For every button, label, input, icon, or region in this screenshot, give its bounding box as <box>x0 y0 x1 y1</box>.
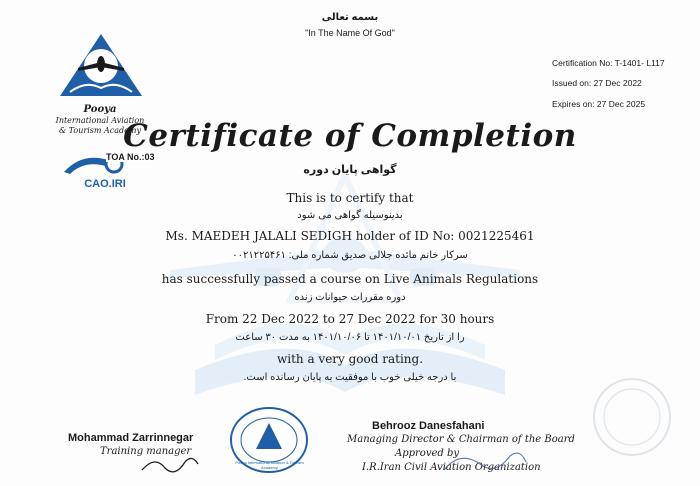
academy-name-line3: & Tourism Academy <box>59 126 141 135</box>
certification-number: Certification No: T-1401- L117 <box>552 58 665 68</box>
watermark-seal <box>582 372 682 462</box>
rating-line-fa: با درجه خیلی خوب با موفقیت به پایان رسانده است. <box>243 372 457 383</box>
bismillah-en: "In The Name Of God" <box>305 28 395 38</box>
holder-line-fa: سرکار خانم مائده جلالی صدیق شماره ملی: ۰۰۲۱۲۲۵۴۶۱ <box>232 250 468 261</box>
certificate-title-fa: گواهی پایان دوره <box>303 164 397 176</box>
stamp-text: Pooya International Aviation & Tourism Academy <box>235 460 304 470</box>
right-signature-scribble <box>440 446 530 480</box>
training-manager-title: Training manager <box>100 446 192 457</box>
dates-line-fa: را از تاریخ ۱۴۰۱/۱۰/۰۱ تا ۱۴۰۱/۱۰/۰۶ به مدت ۳۰ ساعت <box>235 332 465 343</box>
toa-number: TOA No.:03 <box>106 152 155 162</box>
certify-text-fa: بدینوسیله گواهی می شود <box>297 210 403 221</box>
expires-date: Expires on: 27 Dec 2025 <box>552 99 646 109</box>
rating-line: with a very good rating. <box>276 352 424 366</box>
approving-organization: I.R.Iran Civil Aviation Organization <box>362 462 541 473</box>
managing-director-name: Behrooz Danesfahani <box>372 420 485 432</box>
bismillah-fa: بسمه تعالی <box>321 12 379 23</box>
certify-text: This is to certify that <box>286 191 414 205</box>
course-line: has successfully passed a course on Live Animals Regulations <box>161 272 539 286</box>
certificate-title: Certificate of Completion <box>123 118 577 154</box>
managing-director-title: Managing Director & Chairman of the Board <box>347 434 575 445</box>
academy-name-line2: International Aviation <box>55 116 145 125</box>
training-manager-name: Mohammad Zarrinnegar <box>68 432 194 444</box>
academy-name-line1: Pooya <box>83 104 117 115</box>
cao-name: CAO.IRI <box>84 178 126 190</box>
left-signature-scribble <box>140 450 200 480</box>
issued-date: Issued on: 27 Dec 2022 <box>552 78 642 88</box>
approved-by-label: Approved by <box>395 448 460 459</box>
course-line-fa: دوره مقررات حیوانات زنده <box>294 292 406 303</box>
holder-line: Ms. MAEDEH JALALI SEDIGH holder of ID No: 0021225461 <box>165 229 535 243</box>
dates-line: From 22 Dec 2022 to 27 Dec 2022 for 30 hours <box>205 312 495 326</box>
academy-logo-icon <box>56 30 146 100</box>
